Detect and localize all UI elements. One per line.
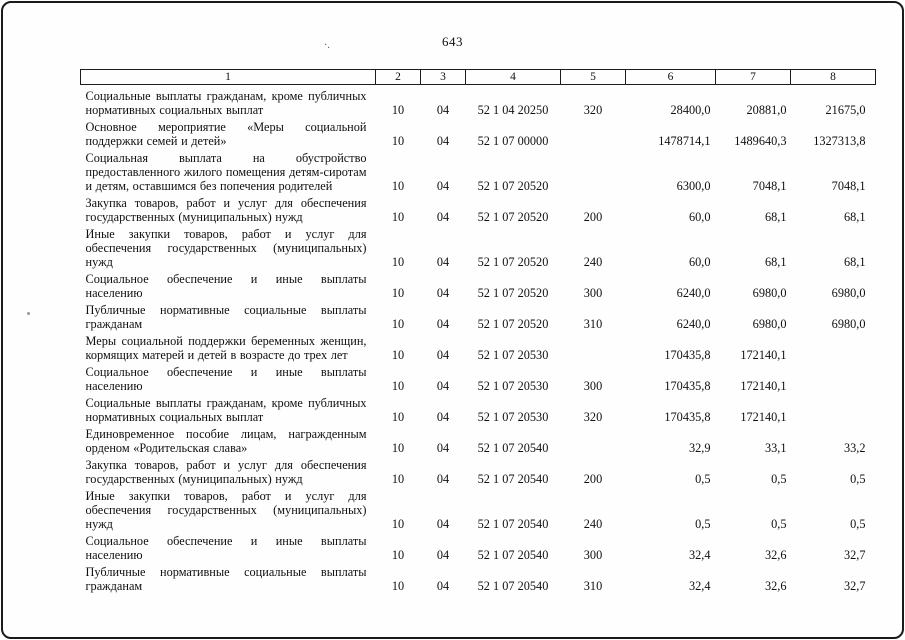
- row-value: 04: [436, 472, 450, 486]
- row-value: [561, 119, 626, 150]
- row-value: 1478714,1: [658, 134, 711, 148]
- row-value: 52 1 04 20250: [477, 103, 549, 117]
- table-row: [81, 457, 876, 488]
- row-value: 32,4: [688, 548, 711, 562]
- row-value: 10: [391, 441, 405, 455]
- row-value: 10: [391, 579, 405, 593]
- row-value: 10: [391, 210, 405, 224]
- table-row: [81, 150, 876, 195]
- row-value: 200: [583, 472, 603, 486]
- row-value: 172140,1: [740, 410, 787, 424]
- row-value: 52 1 07 20520: [477, 179, 549, 193]
- row-value: [791, 395, 876, 426]
- row-value: 04: [436, 348, 450, 362]
- row-description: Социальные выплаты гражданам, кроме публичных нормативных социальных выплат: [85, 89, 367, 117]
- row-value: 240: [583, 255, 603, 269]
- row-value: 52 1 07 20530: [477, 348, 549, 362]
- row-value: 10: [391, 255, 405, 269]
- row-value: [561, 426, 626, 457]
- row-value: 0,5: [771, 472, 787, 486]
- row-value: 6980,0: [752, 317, 787, 331]
- row-value: 10: [391, 286, 405, 300]
- row-value: 170435,8: [664, 410, 711, 424]
- row-value: 200: [583, 210, 603, 224]
- row-value: 170435,8: [664, 379, 711, 393]
- row-value: 32,6: [764, 548, 787, 562]
- row-value: [561, 150, 626, 195]
- row-value: 60,0: [688, 210, 711, 224]
- row-value: [561, 333, 626, 364]
- row-value: 1489640,3: [734, 134, 787, 148]
- row-value: 6240,0: [676, 317, 711, 331]
- row-value: 320: [583, 103, 603, 117]
- row-value: 20881,0: [746, 103, 787, 117]
- table-row: [81, 426, 876, 457]
- row-value: 04: [436, 255, 450, 269]
- column-header: 4: [466, 70, 561, 85]
- row-value: 04: [436, 317, 450, 331]
- row-value: 10: [391, 317, 405, 331]
- table-row: [81, 395, 876, 426]
- row-value: 172140,1: [740, 379, 787, 393]
- row-value: 04: [436, 517, 450, 531]
- row-description: Основное мероприятие «Меры социальной поддержки семей и детей»: [85, 120, 367, 148]
- row-value: 52 1 07 20540: [477, 441, 549, 455]
- row-value: 300: [583, 286, 603, 300]
- row-value: 310: [583, 579, 603, 593]
- column-header: 8: [791, 70, 876, 85]
- row-value: 04: [436, 179, 450, 193]
- row-value: 68,1: [843, 210, 866, 224]
- row-value: [791, 364, 876, 395]
- row-value: 1327313,8: [813, 134, 866, 148]
- row-value: 52 1 07 20530: [477, 379, 549, 393]
- row-value: 300: [583, 548, 603, 562]
- table-row: [81, 533, 876, 564]
- row-value: 6300,0: [676, 179, 711, 193]
- row-value: 10: [391, 103, 405, 117]
- table-row: [81, 85, 876, 120]
- row-value: 04: [436, 134, 450, 148]
- table-row: [81, 226, 876, 271]
- row-value: 52 1 07 20540: [477, 517, 549, 531]
- row-value: 0,5: [695, 517, 711, 531]
- row-value: 10: [391, 472, 405, 486]
- column-header: 2: [376, 70, 421, 85]
- row-value: 320: [583, 410, 603, 424]
- row-description: Социальные выплаты гражданам, кроме публичных нормативных социальных выплат: [85, 396, 367, 424]
- row-value: 04: [436, 579, 450, 593]
- row-value: 28400,0: [670, 103, 711, 117]
- table-row: [81, 302, 876, 333]
- row-value: 32,7: [843, 548, 866, 562]
- row-value: 52 1 07 00000: [477, 134, 549, 148]
- row-value: 6980,0: [831, 317, 866, 331]
- row-value: 300: [583, 379, 603, 393]
- row-value: 6240,0: [676, 286, 711, 300]
- row-description: Единовременное пособие лицам, награжденным орденом «Родительская слава»: [85, 427, 367, 455]
- row-value: [791, 333, 876, 364]
- row-value: 52 1 07 20540: [477, 579, 549, 593]
- table-row: [81, 364, 876, 395]
- row-value: 04: [436, 441, 450, 455]
- row-value: 68,1: [764, 210, 787, 224]
- row-value: 10: [391, 379, 405, 393]
- row-value: 68,1: [764, 255, 787, 269]
- row-value: 0,5: [695, 472, 711, 486]
- row-value: 33,1: [764, 441, 787, 455]
- row-value: 0,5: [771, 517, 787, 531]
- row-value: 52 1 07 20520: [477, 286, 549, 300]
- row-description: Публичные нормативные социальные выплаты гражданам: [85, 565, 367, 593]
- row-description: Социальное обеспечение и иные выплаты населению: [85, 272, 367, 300]
- row-value: 310: [583, 317, 603, 331]
- row-value: 04: [436, 103, 450, 117]
- row-value: 10: [391, 348, 405, 362]
- row-description: Иные закупки товаров, работ и услуг для обеспечения государственных (муниципальных) нужд: [85, 227, 367, 269]
- row-value: 04: [436, 210, 450, 224]
- table-header-row: [81, 70, 876, 85]
- row-description: Закупка товаров, работ и услуг для обеспечения государственных (муниципальных) нужд: [85, 458, 367, 486]
- table-row: [81, 564, 876, 595]
- budget-table: [80, 69, 876, 595]
- table-row: [81, 333, 876, 364]
- row-value: 60,0: [688, 255, 711, 269]
- row-value: 04: [436, 410, 450, 424]
- row-value: 52 1 07 20520: [477, 255, 549, 269]
- row-value: 7048,1: [752, 179, 787, 193]
- row-value: 240: [583, 517, 603, 531]
- row-value: 170435,8: [664, 348, 711, 362]
- row-value: 52 1 07 20540: [477, 548, 549, 562]
- table-row: [81, 119, 876, 150]
- row-value: 32,6: [764, 579, 787, 593]
- row-value: 32,7: [843, 579, 866, 593]
- column-header: 7: [716, 70, 791, 85]
- row-description: Меры социальной поддержки беременных женщин, кормящих матерей и детей в возрасте до трех лет: [85, 334, 367, 362]
- row-value: 33,2: [843, 441, 866, 455]
- table-body: [81, 85, 876, 596]
- table-row: [81, 195, 876, 226]
- row-value: 32,9: [688, 441, 711, 455]
- row-value: 04: [436, 379, 450, 393]
- column-header: 3: [421, 70, 466, 85]
- row-value: 172140,1: [740, 348, 787, 362]
- row-value: 52 1 07 20530: [477, 410, 549, 424]
- row-value: 0,5: [850, 517, 866, 531]
- row-description: Иные закупки товаров, работ и услуг для обеспечения государственных (муниципальных) нужд: [85, 489, 367, 531]
- row-value: 04: [436, 548, 450, 562]
- row-value: 10: [391, 134, 405, 148]
- column-header: 6: [626, 70, 716, 85]
- scan-dot-icon: [27, 312, 30, 315]
- scan-smudge-icon: ·.: [324, 40, 330, 51]
- row-value: 52 1 07 20540: [477, 472, 549, 486]
- row-value: 10: [391, 410, 405, 424]
- table-row: [81, 488, 876, 533]
- row-value: 52 1 07 20520: [477, 317, 549, 331]
- row-value: 32,4: [688, 579, 711, 593]
- row-value: 10: [391, 517, 405, 531]
- row-value: 0,5: [850, 472, 866, 486]
- row-value: 04: [436, 286, 450, 300]
- row-value: 21675,0: [825, 103, 866, 117]
- row-value: 68,1: [843, 255, 866, 269]
- row-value: 10: [391, 548, 405, 562]
- row-description: Закупка товаров, работ и услуг для обеспечения государственных (муниципальных) нужд: [85, 196, 367, 224]
- row-value: 6980,0: [752, 286, 787, 300]
- table-row: [81, 271, 876, 302]
- column-header: 1: [81, 70, 376, 85]
- row-description: Социальная выплата на обустройство предоставленного жилого помещения детям-сиротам и детям, оставшимся без попечения родителей: [85, 151, 367, 193]
- row-value: 10: [391, 179, 405, 193]
- row-value: 6980,0: [831, 286, 866, 300]
- row-description: Социальное обеспечение и иные выплаты населению: [85, 534, 367, 562]
- row-description: Социальное обеспечение и иные выплаты населению: [85, 365, 367, 393]
- row-value: 52 1 07 20520: [477, 210, 549, 224]
- column-header: 5: [561, 70, 626, 85]
- row-description: Публичные нормативные социальные выплаты гражданам: [85, 303, 367, 331]
- row-value: 7048,1: [831, 179, 866, 193]
- page-number: 643: [442, 34, 463, 49]
